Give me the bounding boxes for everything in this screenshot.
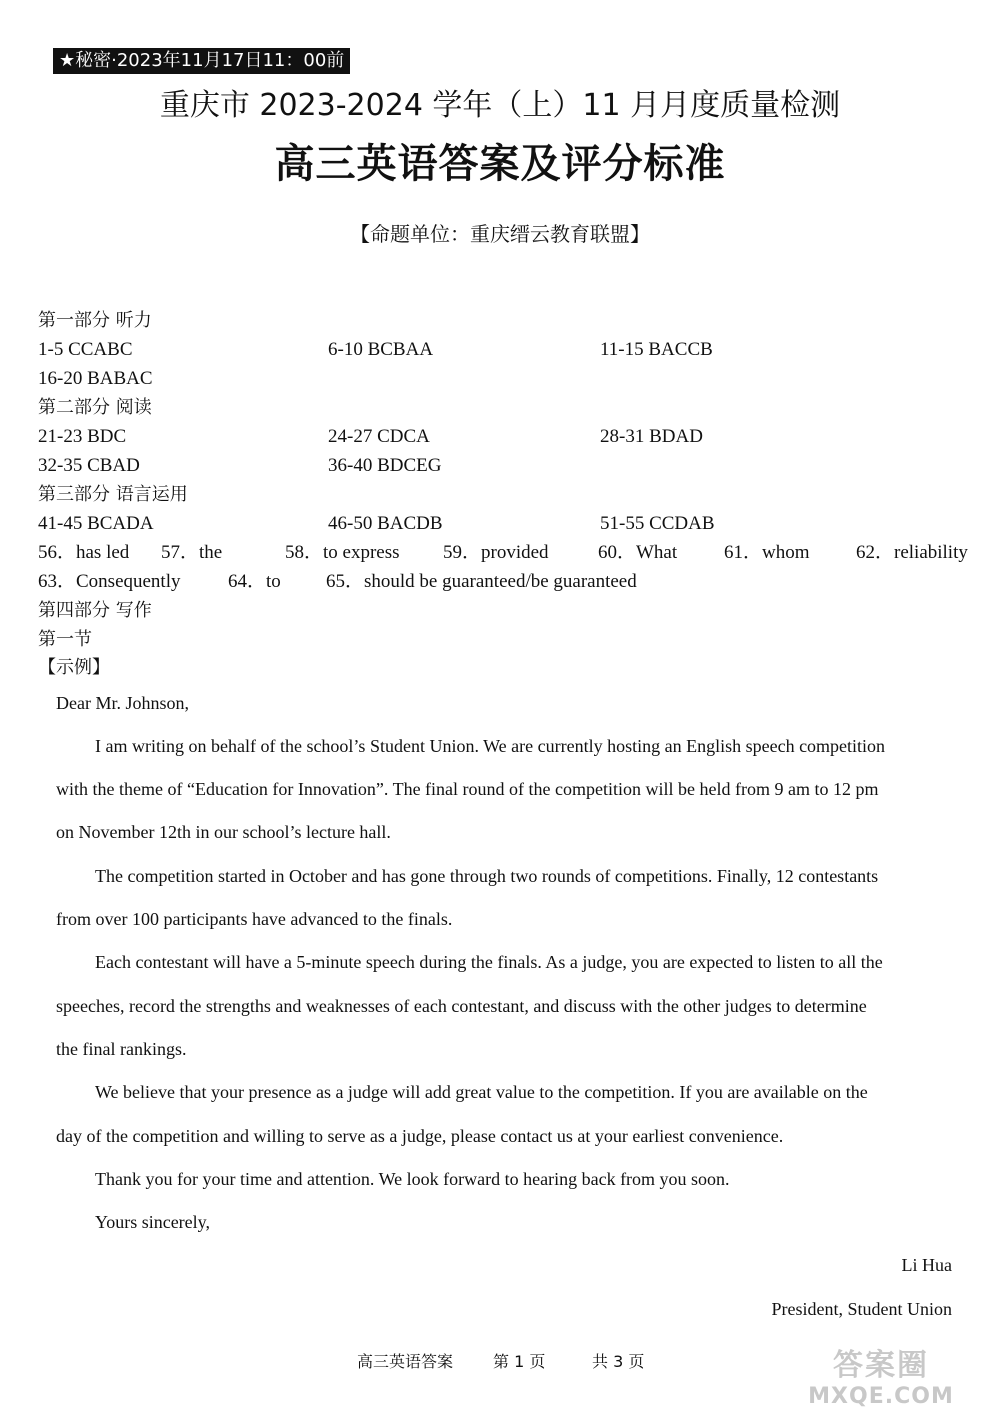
signature-name: Li Hua xyxy=(901,1255,952,1275)
fill-answer: 59．provided xyxy=(443,542,549,563)
letter-line: the final rankings. xyxy=(56,1039,187,1059)
letter-line: Each contestant will have a 5-minute speech during the finals. As a judge, you are expected to listen to all the xyxy=(95,952,883,972)
footer-doc-name: 高三英语答案 xyxy=(357,1352,454,1371)
answer-group: 21-23 BDC xyxy=(38,426,127,447)
fill-answer: 57．the xyxy=(161,542,223,563)
letter-line: on November 12th in our school’s lecture hall. xyxy=(56,822,391,842)
watermark xyxy=(786,1348,976,1412)
answer-group: 6-10 BCBAA xyxy=(328,339,434,360)
answer-group: 11-15 BACCB xyxy=(600,339,713,360)
footer-total-pages: 共 3 页 xyxy=(592,1352,645,1371)
fill-answer: 56．has led xyxy=(38,542,130,563)
letter-line: with the theme of “Education for Innovation”. The final round of the competition will be held from 9 am to 12 pm xyxy=(56,779,879,799)
letter-greeting: Dear Mr. Johnson, xyxy=(56,693,189,713)
letter-line: Thank you for your time and attention. We look forward to hearing back from you soon. xyxy=(95,1169,730,1189)
section-sub-heading: 第一节 xyxy=(38,629,92,650)
answer-group: 32-35 CBAD xyxy=(38,455,140,476)
letter-line: We believe that your presence as a judge will add great value to the competition. If you are available on the xyxy=(95,1082,868,1102)
fill-answer: 61．whom xyxy=(724,542,810,563)
watermark-url: MXQE.COM xyxy=(808,1384,954,1409)
letter-line: day of the competition and willing to serve as a judge, please contact us at your earliest convenience. xyxy=(56,1126,784,1146)
answer-group: 16-20 BABAC xyxy=(38,368,153,389)
answer-group: 1-5 CCABC xyxy=(38,339,133,360)
answer-group: 41-45 BCADA xyxy=(38,513,154,534)
answer-group: 28-31 BDAD xyxy=(600,426,703,447)
letter-line: from over 100 participants have advanced to the finals. xyxy=(56,909,453,929)
fill-answer: 62．reliability xyxy=(856,542,968,563)
letter-line: The competition started in October and has gone through two rounds of competitions. Finally, 12 contestants xyxy=(95,866,879,886)
answer-group: 51-55 CCDAB xyxy=(600,513,715,534)
fill-answer: 63．Consequently xyxy=(38,571,181,592)
answer-group: 46-50 BACDB xyxy=(328,513,443,534)
fill-answer: 64．to xyxy=(228,571,281,592)
letter-line: speeches, record the strengths and weaknesses of each contestant, and discuss with the other judges to determine xyxy=(56,996,867,1016)
answer-group: 24-27 CDCA xyxy=(328,426,430,447)
letter-closing: Yours sincerely, xyxy=(95,1212,210,1232)
footer-page-number: 第 1 页 xyxy=(493,1352,546,1371)
fill-answer: 65．should be guaranteed/be guaranteed xyxy=(326,571,637,592)
letter-line: I am writing on behalf of the school’s Student Union. We are currently hosting an English speech competition xyxy=(95,736,886,756)
section-heading-listening: 第一部分 听力 xyxy=(38,310,152,331)
fill-answer: 58．to express xyxy=(285,542,400,563)
fill-answer: 60．What xyxy=(598,542,678,563)
answer-group: 36-40 BDCEG xyxy=(328,455,442,476)
example-label: 【示例】 xyxy=(38,657,110,678)
exam-title: 重庆市 2023-2024 学年（上）11 月月度质量检测 xyxy=(159,88,841,123)
document-title: 高三英语答案及评分标准 xyxy=(274,141,726,187)
watermark-logo-text: 答案圈 xyxy=(833,1348,929,1383)
section-heading-reading: 第二部分 阅读 xyxy=(38,397,152,418)
confidential-label: ★秘密·2023年11月17日11：00前 xyxy=(53,48,350,74)
section-heading-writing: 第四部分 写作 xyxy=(38,600,152,621)
authoring-unit: 【命题单位：重庆缙云教育联盟】 xyxy=(350,222,650,246)
signature-title: President, Student Union xyxy=(771,1299,952,1319)
section-heading-language: 第三部分 语言运用 xyxy=(38,484,188,505)
